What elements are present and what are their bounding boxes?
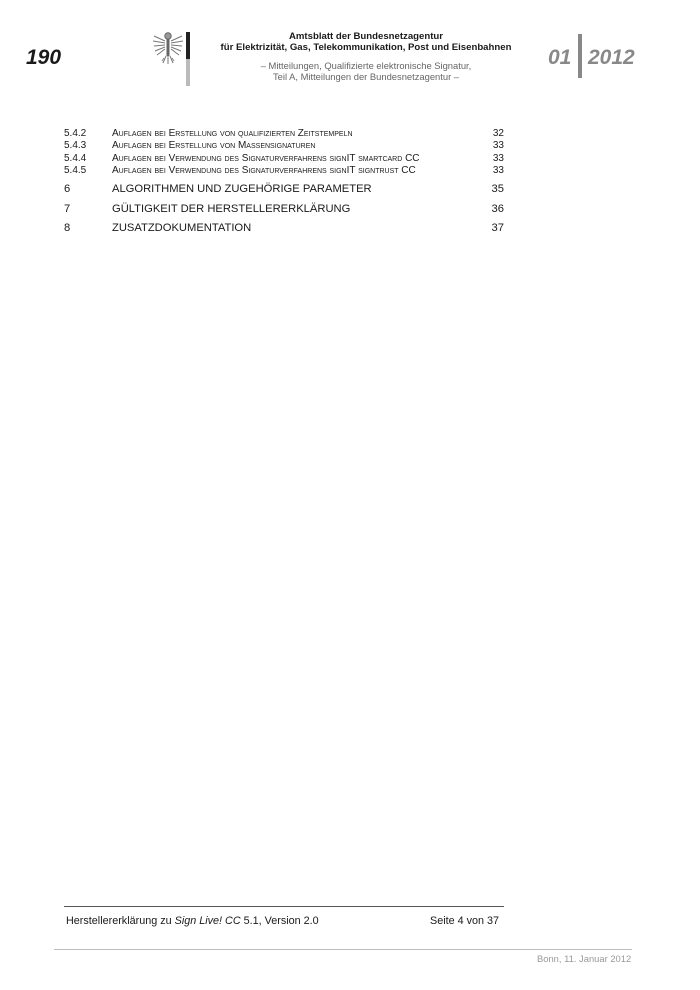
toc-chapter [64, 179, 504, 199]
toc-chapter [64, 218, 504, 238]
toc-entry-title: Auflagen bei Verwendung des Signaturverfahrens signIT signtrust CC [112, 164, 416, 176]
toc-chapter-title: ZUSATZDOKUMENTATION [112, 222, 252, 235]
table-of-contents [64, 128, 504, 238]
toc-entry-number: 5.4.5 [64, 164, 87, 176]
journal-title-line1: Amtsblatt der Bundesnetzagentur [288, 31, 444, 42]
publication-date: Bonn, 11. Januar 2012 [537, 953, 632, 964]
toc-entry-title: Auflagen bei Erstellung von qualifizierten Zeitstempeln [112, 128, 353, 139]
issue-number: 01 [548, 46, 572, 69]
header-divider-bar [186, 32, 190, 86]
journal-title [196, 31, 536, 53]
toc-entry-title: Auflagen bei Erstellung von Massensignaturen [112, 140, 316, 152]
journal-subtitle-line1: – Mitteilungen, Qualifizierte elektronische Signatur, [260, 60, 472, 71]
issue-divider-bar [578, 34, 582, 78]
toc-chapter-number: 6 [64, 183, 71, 196]
toc-entry-number: 5.4.3 [64, 140, 87, 152]
journal-subtitle-line2: Teil A, Mitteilungen der Bundesnetzagentur – [272, 71, 460, 82]
toc-chapter-title: GÜLTIGKEIT DER HERSTELLERERKLÄRUNG [112, 202, 351, 215]
footer-page-info: Seite 4 von 37 [430, 915, 500, 927]
toc-entry-title: Auflagen bei Verwendung des Signaturverfahrens signIT smartcard CC [112, 152, 420, 164]
toc-entry-page: 32 [492, 128, 504, 139]
footer-divider [64, 906, 504, 907]
journal-title-line2: für Elektrizität, Gas, Telekommunikation, Post und Eisenbahnen [220, 42, 512, 53]
toc-chapter [64, 199, 504, 219]
federal-eagle-icon [152, 30, 184, 66]
toc-entry-page: 33 [492, 140, 504, 152]
footer-doc-prefix: Herstellererklärung zu [66, 915, 175, 927]
toc-entry [64, 165, 504, 177]
footer-document-title [66, 915, 319, 927]
toc-chapter-page: 35 [491, 183, 504, 196]
toc-chapter-page: 37 [491, 222, 504, 235]
toc-entry [64, 140, 504, 152]
toc-chapter-title: ALGORITHMEN UND ZUGEHÖRIGE PARAMETER [112, 183, 372, 196]
journal-subtitle [196, 60, 536, 82]
toc-entry-number: 5.4.4 [64, 152, 87, 164]
toc-entry-page: 33 [492, 164, 504, 176]
page-number: 190 [26, 46, 62, 69]
bottom-divider [54, 949, 632, 950]
toc-entry [64, 153, 504, 165]
footer-doc-product: Sign Live! CC [174, 915, 241, 927]
footer-doc-suffix: 5.1, Version 2.0 [240, 915, 319, 927]
toc-entry-number: 5.4.2 [64, 128, 87, 139]
toc-chapter-number: 8 [64, 222, 71, 235]
toc-chapter-page: 36 [491, 202, 504, 215]
toc-entry [64, 128, 504, 140]
toc-chapter-number: 7 [64, 202, 71, 215]
issue-year: 2012 [588, 46, 635, 69]
toc-entry-page: 33 [492, 152, 504, 164]
